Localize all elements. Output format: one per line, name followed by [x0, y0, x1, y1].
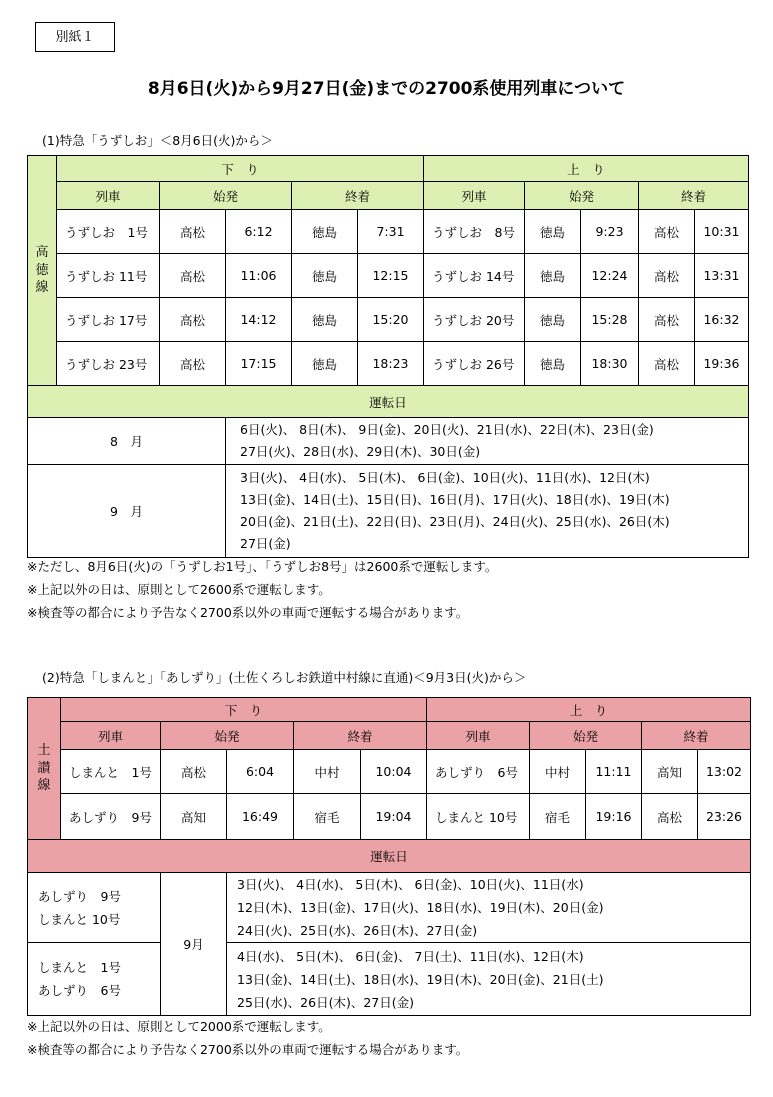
- table-row: [28, 342, 749, 386]
- train-name: しまんと 10号: [427, 794, 530, 840]
- train-name: うずしお 20号: [424, 298, 525, 342]
- station: 高松: [160, 254, 226, 298]
- train-name: あしずり 9号: [61, 794, 161, 840]
- time: 6:04: [227, 750, 294, 794]
- train-name: うずしお 23号: [57, 342, 160, 386]
- time: 11:11: [586, 750, 642, 794]
- month-august: 8 月: [28, 418, 226, 465]
- operation-days-header: 運転日: [28, 840, 751, 873]
- train-name: しまんと 1号: [61, 750, 161, 794]
- station: 徳島: [292, 298, 358, 342]
- station: 徳島: [292, 210, 358, 254]
- station: 徳島: [525, 298, 581, 342]
- note: ※上記以外の日は、原則として2600系で運転します。: [27, 582, 331, 597]
- table-row: [28, 750, 751, 794]
- train-name: あしずり 6号: [427, 750, 530, 794]
- time: 10:04: [361, 750, 427, 794]
- note: ※上記以外の日は、原則として2000系で運転します。: [27, 1019, 331, 1034]
- station: 宿毛: [530, 794, 586, 840]
- station: 高松: [160, 210, 226, 254]
- station: 高松: [639, 254, 695, 298]
- line-name-kotoku: 高 徳 線: [28, 156, 57, 386]
- station: 中村: [530, 750, 586, 794]
- time: 9:23: [581, 210, 639, 254]
- station: 高松: [160, 298, 226, 342]
- time: 23:26: [698, 794, 751, 840]
- shimanto-ashizuri-timetable: [27, 697, 751, 1016]
- group2-trains: しまんと 1号 あしずり 6号: [28, 943, 161, 1016]
- time: 19:36: [695, 342, 749, 386]
- note: ※検査等の都合により予告なく2700系以外の車両で運転する場合があります。: [27, 1042, 469, 1057]
- time: 12:24: [581, 254, 639, 298]
- month-september: 9 月: [28, 465, 226, 558]
- time: 17:15: [226, 342, 292, 386]
- station: 高松: [639, 210, 695, 254]
- col-train: 列車: [57, 182, 160, 210]
- section1-heading: (1)特急「うずしお」＜8月6日(火)から＞: [42, 133, 273, 148]
- station: 高松: [639, 298, 695, 342]
- station: 高松: [642, 794, 698, 840]
- col-dest: 終着: [639, 182, 749, 210]
- time: 16:32: [695, 298, 749, 342]
- down-header: 下 り: [61, 698, 427, 722]
- col-dest: 終着: [292, 182, 424, 210]
- time: 15:20: [358, 298, 424, 342]
- attachment-label: 別紙１: [35, 22, 115, 52]
- station: 中村: [294, 750, 361, 794]
- station: 宿毛: [294, 794, 361, 840]
- september-dates: 3日(火)、 4日(水)、 5日(木)、 6日(金)、10日(火)、11日(水)、12日(木) 13日(金)、14日(土)、15日(日)、16日(月)、17日(火)、18日(水)、19日(木) 20日(金)、21日(土)、22日(日)、23日(月)、24日(火)、25日(水)、26日(木) 27日(金): [226, 465, 749, 558]
- time: 15:28: [581, 298, 639, 342]
- table-row: [28, 210, 749, 254]
- col-origin: 始発: [525, 182, 639, 210]
- group1-dates: 3日(火)、 4日(水)、 5日(木)、 6日(金)、10日(火)、11日(水) 12日(木)、13日(金)、17日(火)、18日(水)、19日(木)、20日(金) 24日(火)、25日(水)、26日(木)、27日(金): [227, 873, 751, 943]
- col-train: 列車: [61, 722, 161, 750]
- note: ※検査等の都合により予告なく2700系以外の車両で運転する場合があります。: [27, 605, 469, 620]
- time: 11:06: [226, 254, 292, 298]
- time: 18:23: [358, 342, 424, 386]
- august-dates: 6日(火)、 8日(木)、 9日(金)、20日(火)、21日(水)、22日(木)、23日(金) 27日(火)、28日(水)、29日(木)、30日(金): [226, 418, 749, 465]
- page-title: 8月6日(火)から9月27日(金)までの2700系使用列車について: [147, 79, 626, 99]
- col-dest: 終着: [294, 722, 427, 750]
- col-origin: 始発: [160, 182, 292, 210]
- operation-days-header: 運転日: [28, 386, 749, 418]
- group2-dates: 4日(水)、 5日(木)、 6日(金)、 7日(土)、11日(水)、12日(木) 13日(金)、14日(土)、18日(水)、19日(木)、20日(金)、21日(土) 25日(水)、26日(木)、27日(金): [227, 943, 751, 1016]
- station: 高松: [161, 750, 227, 794]
- table-row: [28, 794, 751, 840]
- section2-heading: (2)特急「しまんと」「あしずり」(土佐くろしお鉄道中村線に直通)＜9月3日(火)から＞: [42, 670, 527, 685]
- station: 高知: [161, 794, 227, 840]
- col-dest: 終着: [642, 722, 751, 750]
- station: 徳島: [525, 254, 581, 298]
- station: 徳島: [292, 342, 358, 386]
- time: 13:02: [698, 750, 751, 794]
- time: 19:04: [361, 794, 427, 840]
- down-header: 下 り: [57, 156, 424, 182]
- station: 高松: [639, 342, 695, 386]
- time: 14:12: [226, 298, 292, 342]
- table-row: [28, 298, 749, 342]
- time: 7:31: [358, 210, 424, 254]
- col-origin: 始発: [530, 722, 642, 750]
- time: 6:12: [226, 210, 292, 254]
- station: 高松: [160, 342, 226, 386]
- station: 徳島: [525, 210, 581, 254]
- col-train: 列車: [424, 182, 525, 210]
- time: 10:31: [695, 210, 749, 254]
- station: 徳島: [292, 254, 358, 298]
- note: ※ただし、8月6日(火)の「うずしお1号」、「うずしお8号」は2600系で運転します。: [27, 559, 498, 574]
- station: 徳島: [525, 342, 581, 386]
- line-name-dosan: 土 讃 線: [28, 698, 61, 840]
- col-origin: 始発: [161, 722, 294, 750]
- col-train: 列車: [427, 722, 530, 750]
- train-name: うずしお 26号: [424, 342, 525, 386]
- up-header: 上 り: [424, 156, 749, 182]
- group1-trains: あしずり 9号 しまんと 10号: [28, 873, 161, 943]
- station: 高知: [642, 750, 698, 794]
- table-row: [28, 254, 749, 298]
- time: 18:30: [581, 342, 639, 386]
- up-header: 上 り: [427, 698, 751, 722]
- train-name: うずしお 17号: [57, 298, 160, 342]
- train-name: うずしお 14号: [424, 254, 525, 298]
- uzushio-timetable: [27, 155, 749, 558]
- train-name: うずしお 11号: [57, 254, 160, 298]
- time: 19:16: [586, 794, 642, 840]
- time: 13:31: [695, 254, 749, 298]
- train-name: うずしお 8号: [424, 210, 525, 254]
- time: 12:15: [358, 254, 424, 298]
- time: 16:49: [227, 794, 294, 840]
- train-name: うずしお 1号: [57, 210, 160, 254]
- month-september: 9月: [161, 873, 227, 1016]
